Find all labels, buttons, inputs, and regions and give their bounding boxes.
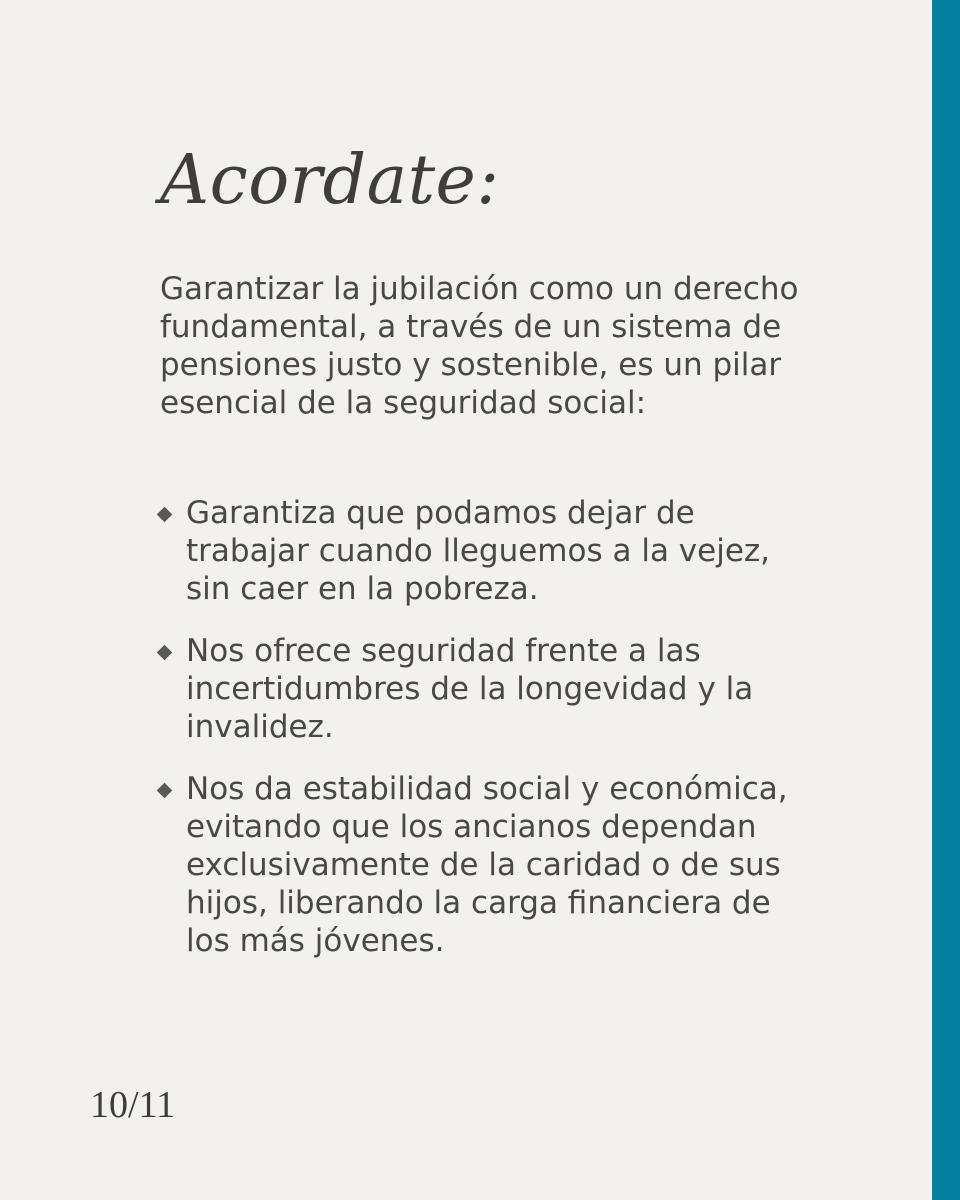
page-number: 10/11: [90, 1084, 176, 1126]
list-item: [150, 770, 820, 960]
list-item-text: Garantiza que podamos dejar de trabajar cuando lleguemos a la vejez, sin caer en la pobreza.: [186, 495, 771, 607]
intro-paragraph: Garantizar la jubilación como un derecho fundamental, a través de un sistema de pensiones justo y sostenible, es un pilar esencial de la seguridad social:: [160, 271, 799, 421]
diamond-bullet-icon: [157, 507, 173, 523]
list-item: [150, 632, 820, 746]
page-title: Acordate:: [160, 141, 500, 220]
list-item-text: Nos da estabilidad social y económica, evitando que los ancianos dependan exclusivamente de la caridad o de sus hijos, liberando la carga financiera de los más jóvenes.: [186, 771, 788, 959]
diamond-bullet-icon: [157, 645, 173, 661]
list-item-text: Nos ofrece seguridad frente a las incertidumbres de la longevidad y la invalidez.: [186, 633, 754, 745]
list-item: [150, 494, 820, 608]
diamond-bullet-icon: [157, 783, 173, 799]
bullet-list: [150, 494, 820, 984]
accent-side-bar: [932, 0, 960, 1200]
